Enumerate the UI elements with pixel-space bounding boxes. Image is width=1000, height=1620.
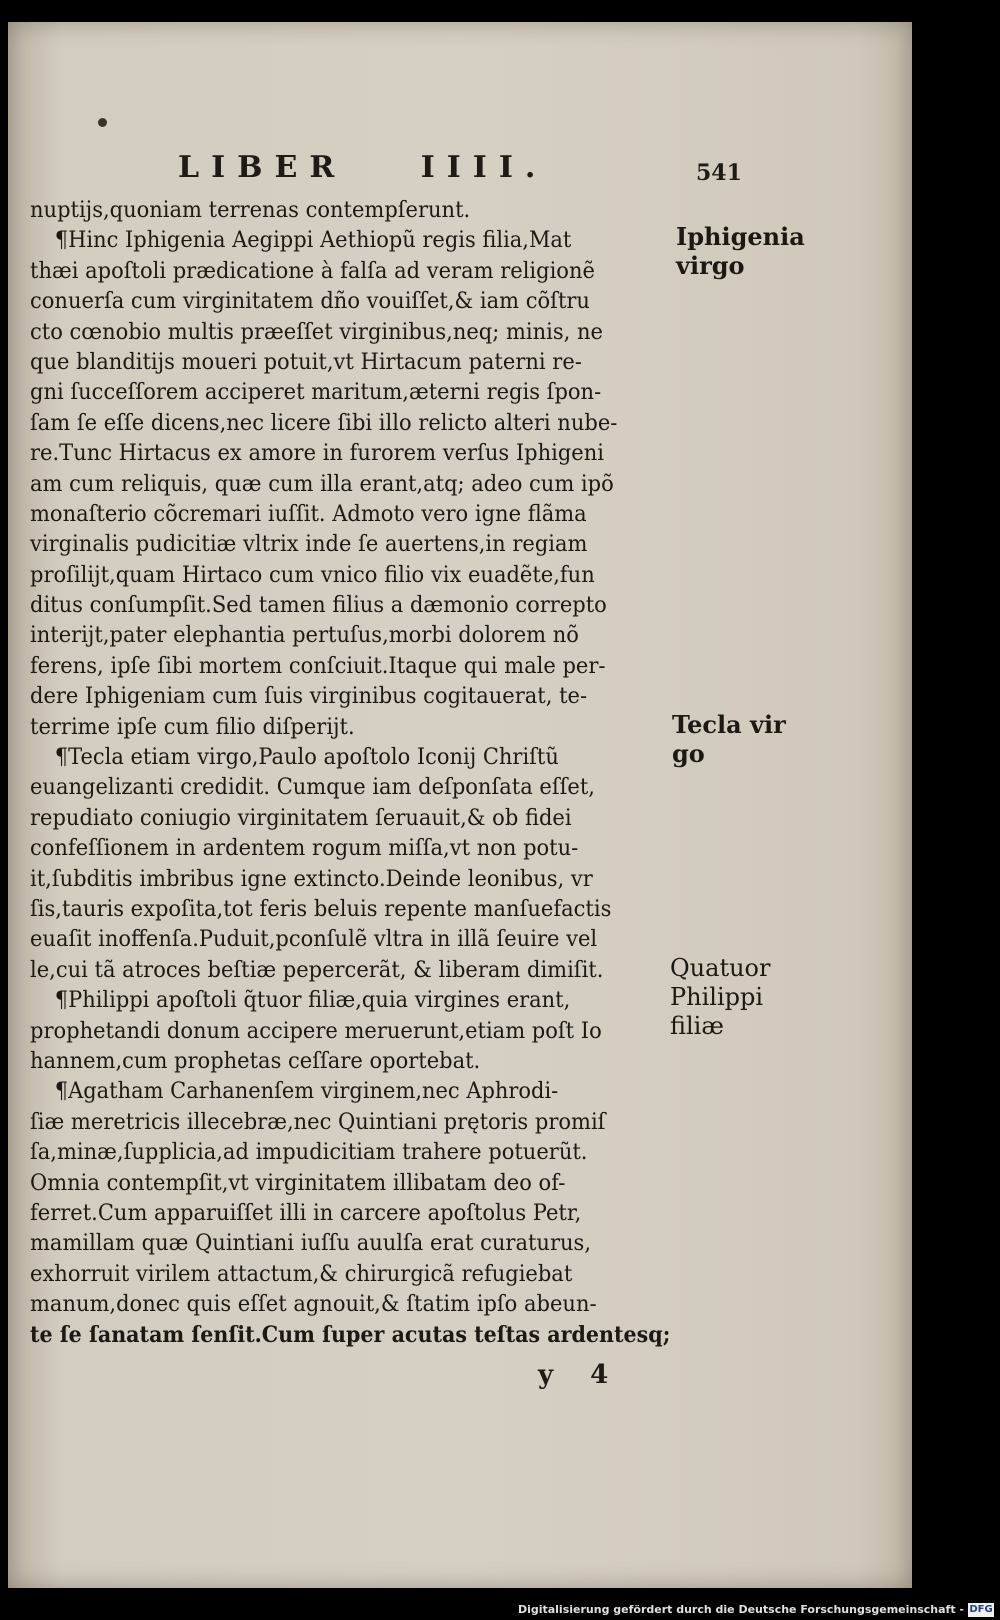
text-line: ſiæ meretricis illecebræ,nec Quintiani prętoris promiſ <box>30 1109 606 1135</box>
text-line: ¶Tecla etiam virgo,Paulo apoſtolo Iconij Chriſtũ <box>54 745 559 771</box>
marginal-note-philippi <box>670 954 770 1041</box>
text-line: dere Iphigeniam cum ſuis virginibus cogitauerat, te- <box>30 684 588 710</box>
text-line: monaſterio cõcremari iuſſit. Admoto vero igne flãma <box>30 501 587 527</box>
text-line: que blanditijs moueri potuit,vt Hirtacum paterni re- <box>30 349 582 375</box>
folio-number: 541 <box>696 160 742 186</box>
marginal-line: Iphigenia <box>676 222 805 251</box>
marginal-line: go <box>672 739 705 768</box>
text-line: virginalis pudicitiæ vltrix inde ſe auertens,in regiam <box>30 532 588 558</box>
text-line: te ſe ſanatam ſenſit.Cum ſuper acutas teſtas ardentesq; <box>30 1322 671 1349</box>
text-line: proſilijt,quam Hirtaco cum vnico filio vix euadẽte,fun <box>30 562 595 588</box>
text-line: repudiato coniugio virginitatem ſeruauit,& ob fidei <box>30 805 572 831</box>
text-line: le,cui tã atroces beſtiæ pepercerãt, & liberam dimiſit. <box>30 957 604 983</box>
text-line: euaſit inoffenſa.Puduit,pconſulẽ vltra in illã ſeuire vel <box>30 927 598 953</box>
text-line: Omnia contempſit,vt virginitatem illibatam deo of- <box>30 1170 566 1196</box>
text-line: ferret.Cum apparuiſſet illi in carcere apoſtolus Petr, <box>30 1200 582 1226</box>
text-line: mamillam quæ Quintiani iuſſu auulſa erat curaturus, <box>30 1231 592 1257</box>
text-line: ferens, ipſe ſibi mortem conſciuit.Itaque qui male per- <box>30 653 606 679</box>
marginal-line: Quatuor <box>670 954 771 982</box>
text-line: am cum reliquis, quæ cum illa erant,atq; adeo cum ipõ <box>30 471 614 497</box>
text-line: conuerſa cum virginitatem dño vouiſſet,& iam cõſtru <box>30 289 590 315</box>
ink-speck <box>98 118 107 127</box>
text-line: hannem,cum prophetas ceſſare oportebat. <box>30 1048 481 1074</box>
marginal-note-iphigenia <box>676 222 805 280</box>
text-line: thæi apoſtoli prædicatione à falſa ad veram religionẽ <box>30 258 595 284</box>
text-line: exhorruit virilem attactum,& chirurgicã refugiebat <box>30 1261 573 1287</box>
dfg-logo: DFG <box>969 1604 993 1615</box>
digitization-credit: Digitalisierung gefördert durch die Deutsche Forschungsgemeinschaft - <box>517 1603 964 1616</box>
text-line: confeſſionem in ardentem rogum miſſa,vt non potu- <box>30 836 579 862</box>
text-line: cto cœnobio multis præeſſet virginibus,neq; minis, ne <box>30 319 603 345</box>
text-line: interijt,pater elephantia pertuſus,morbi dolorem nõ <box>30 623 579 649</box>
text-line: euangelizanti credidit. Cumque iam deſponſata eſſet, <box>30 775 595 801</box>
text-line: ſam ſe eſſe dicens,nec licere ſibi illo relicto alteri nube- <box>30 410 618 436</box>
marginal-line: virgo <box>676 251 745 280</box>
text-line: re.Tunc Hirtacus ex amore in furorem verſus Iphigeni <box>30 441 604 467</box>
running-title: LIBER IIII. <box>178 150 548 185</box>
marginal-line: Tecla vir <box>672 710 786 739</box>
text-line: ſis,tauris expoſita,tot feris beluis repente manſuefactis <box>30 896 612 922</box>
text-line: ¶Hinc Iphigenia Aegippi Aethiopũ regis filia,Mat <box>54 228 572 254</box>
book-page <box>8 22 912 1588</box>
text-line: ¶Philippi apoſtoli q̃tuor filiæ,quia virgines erant, <box>54 988 571 1014</box>
main-text-block <box>30 196 700 1351</box>
marginal-line: filiæ <box>670 1012 724 1040</box>
text-line: terrime ipſe cum filio diſperijt. <box>30 714 355 740</box>
marginal-line: Philippi <box>670 983 764 1011</box>
text-line: prophetandi donum accipere meruerunt,etiam poſt Io <box>30 1018 602 1044</box>
signature-mark: y 4 <box>538 1360 623 1390</box>
text-line: nuptijs,quoniam terrenas contempſerunt. <box>30 198 471 223</box>
text-line: ¶Agatham Carhanenſem virginem,nec Aphrodi- <box>54 1079 559 1105</box>
text-line: gni ſucceſſorem acciperet maritum,æterni regis ſpon- <box>30 380 602 406</box>
text-line: it,ſubditis imbribus igne extincto.Deinde leonibus, vr <box>30 866 593 892</box>
marginal-note-tecla <box>672 710 786 768</box>
text-line: ſa,minæ,ſupplicia,ad impudicitiam trahere potuerũt. <box>30 1140 588 1166</box>
text-line: ditus conſumpſit.Sed tamen filius a dæmonio correpto <box>30 593 607 619</box>
text-line: manum,donec quis eſſet agnouit,& ſtatim ipſo abeun- <box>30 1292 597 1318</box>
